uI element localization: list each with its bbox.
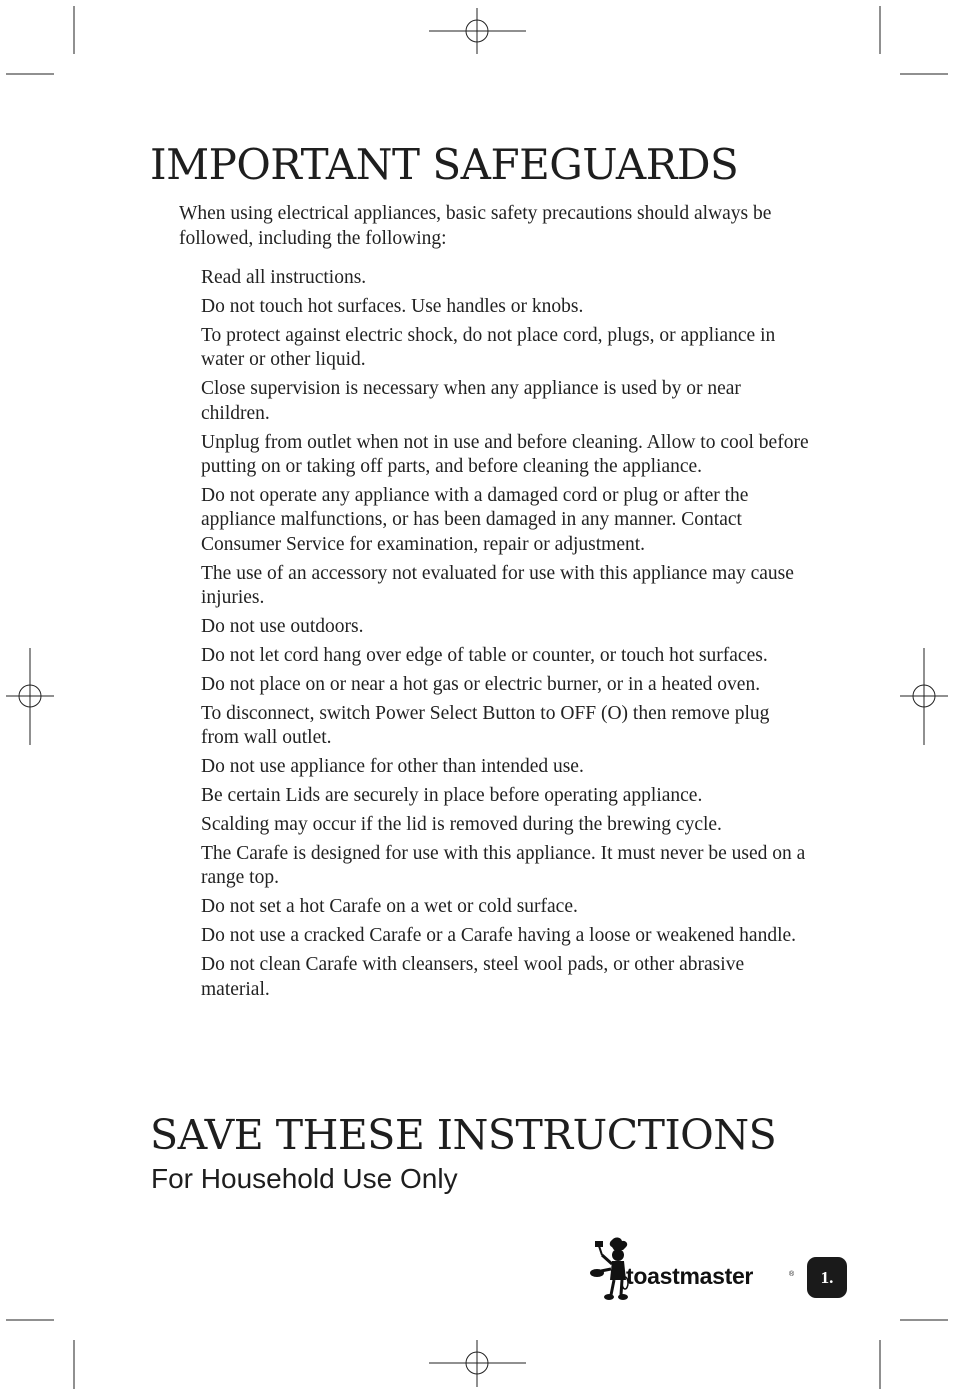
safeguard-item: Do not operate any appliance with a damaged cord or plug or after the appliance malfunctions, or has been damaged in any manner. Contact Consumer Service for examination, repair or adjustment. xyxy=(201,484,749,555)
safeguards-list xyxy=(201,266,811,1007)
registration-mark-bottom xyxy=(429,1340,526,1387)
page-title: IMPORTANT SAFEGUARDS xyxy=(150,140,739,189)
registration-mark-left xyxy=(6,648,54,745)
brand-name: toastmaster xyxy=(626,1263,754,1289)
safeguard-item: The use of an accessory not evaluated for use with this appliance may cause injuries. xyxy=(201,562,794,609)
safeguard-item: Read all instructions. xyxy=(201,267,367,288)
safeguard-item: Do not use appliance for other than intended use. xyxy=(201,756,584,778)
safeguard-item: To protect against electric shock, do not place cord, plugs, or appliance in water or other liquid. xyxy=(201,324,776,371)
registered-mark: ® xyxy=(789,1271,795,1278)
intro-paragraph: When using electrical appliances, basic safety precautions should always be followed, including the following: xyxy=(179,203,772,249)
safeguard-item: Do not use outdoors. xyxy=(201,616,364,638)
safeguard-item: Do not set a hot Carafe on a wet or cold surface. xyxy=(201,896,578,918)
safeguard-item: Do not touch hot surfaces. Use handles or knobs. xyxy=(201,295,584,317)
household-use-subheading: For Household Use Only xyxy=(151,1163,458,1194)
safeguard-item: Close supervision is necessary when any appliance is used by or near children. xyxy=(201,378,741,424)
safeguard-item: Scalding may occur if the lid is removed during the brewing cycle. xyxy=(201,814,722,836)
safeguard-item: Do not clean Carafe with cleansers, steel wool pads, or other abrasive material. xyxy=(201,954,745,1000)
safeguard-item: The Carafe is designed for use with this appliance. It must never be used on a range top. xyxy=(201,842,806,889)
safeguard-item: Unplug from outlet when not in use and before cleaning. Allow to cool before putting on or taking off parts, and before cleaning the appliance. xyxy=(201,431,809,478)
save-instructions-heading: SAVE THESE INSTRUCTIONS xyxy=(150,1111,777,1159)
safeguard-item: Do not let cord hang over edge of table or counter, or touch hot surfaces. xyxy=(201,645,768,667)
toastmaster-logo xyxy=(590,1235,800,1305)
safeguard-item: Do not place on or near a hot gas or electric burner, or in a heated oven. xyxy=(201,674,761,696)
page-number-badge: 1. xyxy=(807,1257,847,1298)
registration-mark-top xyxy=(429,8,526,54)
safeguard-item: Do not use a cracked Carafe or a Carafe having a loose or weakened handle. xyxy=(201,925,797,947)
chef-mascot-icon xyxy=(590,1235,630,1303)
safeguard-item: To disconnect, switch Power Select Button to OFF (O) then remove plug from wall outlet. xyxy=(201,702,770,749)
registration-mark-right xyxy=(900,648,948,745)
safeguard-item: Be certain Lids are securely in place before operating appliance. xyxy=(201,785,703,807)
